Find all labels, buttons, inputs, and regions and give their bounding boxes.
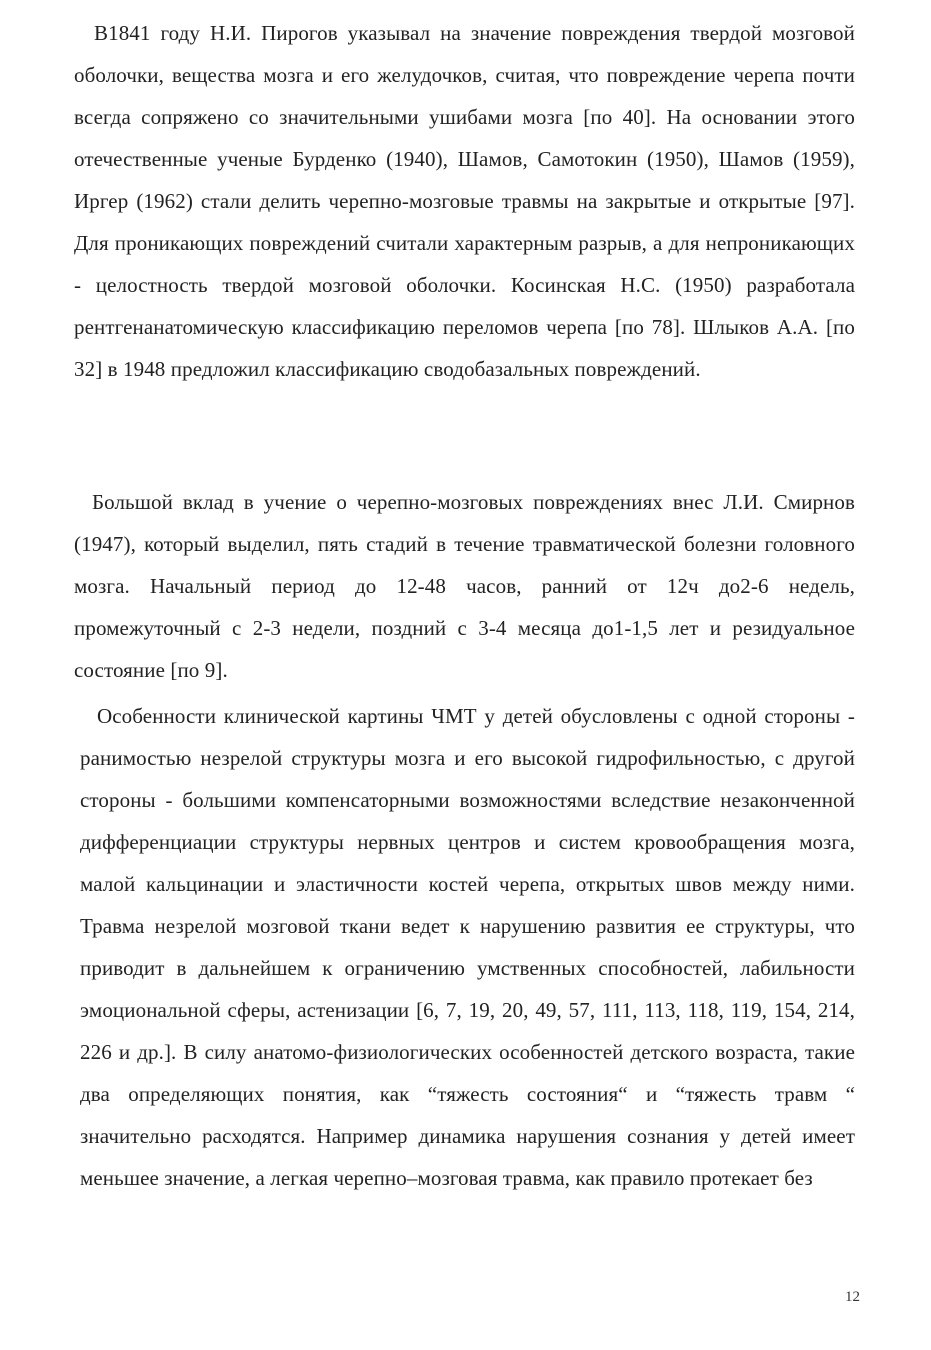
paragraph-smirnov: Большой вклад в учение о черепно-мозговых повреждениях внес Л.И. Смирнов (1947), который выделил, пять стадий в течение травматической болезни головного мозга. Начальный период до 12-48 часов, ранний от 12ч до2-6 недель, промежуточный с 2-3 недели, поздний с 3-4 месяца до1-1,5 лет и резидуальное состояние [по 9]. — [74, 490, 855, 682]
paragraph-pirogov: В1841 году Н.И. Пирогов указывал на значение повреждения твердой мозговой оболочки, вещества мозга и его желудочков, считая, что повреждение черепа почти всегда сопряжено со значительными ушибами мозга [по 40]. На основании этого отечественные ученые Бурденко (1940), Шамов, Самотокин (1950), Шамов (1959), Иргер (1962) стали делить черепно-мозговые травмы на закрытые и открытые [97]. Для проникающих повреждений считали характерным разрыв, а для непроникающих - целостность твердой мозговой оболочки. Косинская Н.С. (1950) разработала рентгенанатомическую классификацию переломов черепа [по 78]. Шлыков А.А. [по 32] в 1948 предложил классификацию сводобазальных повреждений. — [74, 21, 855, 381]
paragraph-children-features: Особенности клинической картины ЧМТ у детей обусловлены с одной стороны - ранимостью незрелой структуры мозга и его высокой гидрофильностью, с другой стороны - большими компенсаторными возможностями вследствие незаконченной дифференциации структуры нервных центров и систем кровообращения мозга, малой кальцинации и эластичности костей черепа, открытых швов между ними. Травма незрелой мозговой ткани ведет к нарушению развития ее структуры, что приводит в дальнейшем к ограничению умственных способностей, лабильности эмоциональной сферы, астенизации [6, 7, 19, 20, 49, 57, 111, 113, 118, 119, 154, 214, 226 и др.]. В силу анатомо-физиологических особенностей детского возраста, такие два определяющих понятия, как “тяжесть состояния“ и “тяжесть травм “ значительно расходятся. Например динамика нарушения сознания у детей имеет меньшее значение, а легкая черепно–мозговая травма, как правило протекает без — [80, 704, 855, 1190]
page-number: 12 — [845, 1289, 860, 1305]
